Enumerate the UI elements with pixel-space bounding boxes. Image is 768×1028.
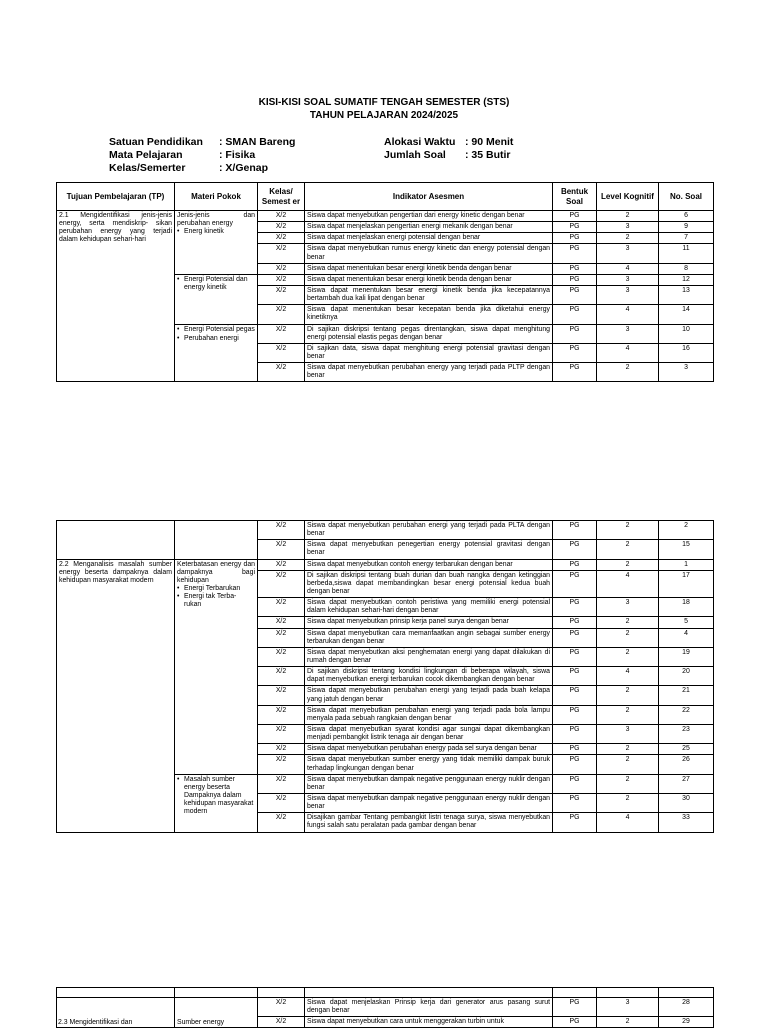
materi-item: • Perubahan energi <box>177 335 255 343</box>
tp-cell: 2.2 Menganalisis masalah sumber energy beserta dampaknya dalam kehidupan masyarakat modern <box>57 559 175 832</box>
level-cell: 2 <box>597 363 659 382</box>
satuan-value: : SMAN Bareng <box>219 136 296 148</box>
level-cell: 3 <box>597 724 659 743</box>
bentuk-cell: PG <box>553 222 597 233</box>
level-cell: 2 <box>597 744 659 755</box>
indikator-cell: Siswa dapat menentukan besar kecepatan benda jika diketahui energy kinetiknya <box>305 305 553 324</box>
level-cell: 3 <box>597 285 659 304</box>
bentuk-cell: PG <box>553 998 597 1017</box>
indikator-cell: Siswa dapat menyebutkan penegertian energy potensial gravitasi dengan benar <box>305 540 553 559</box>
kelas-cell: X/2 <box>258 285 305 304</box>
bentuk-cell: PG <box>553 793 597 812</box>
bentuk-cell: PG <box>553 285 597 304</box>
nomor-cell: 4 <box>659 628 714 647</box>
kisi-table-page-1 <box>56 182 714 382</box>
indikator-cell: Siswa dapat menyebutkan contoh peristiwa yang memiliki energi potensial dalam kehidupan sehari-hari dengan benar <box>305 598 553 617</box>
kelas-cell: X/2 <box>258 774 305 793</box>
nomor-cell: 26 <box>659 755 714 774</box>
indikator-cell: Siswa dapat menyebutkan rumus energy kinetic dan energy potensial dengan benar <box>305 244 553 263</box>
table-row <box>57 211 714 222</box>
nomor-cell: 11 <box>659 244 714 263</box>
level-cell: 3 <box>597 222 659 233</box>
level-cell: 2 <box>597 793 659 812</box>
level-cell: 3 <box>597 324 659 343</box>
nomor-cell: 21 <box>659 686 714 705</box>
kelas-cell: X/2 <box>258 521 305 540</box>
satuan-label: Satuan Pendidikan <box>109 136 203 148</box>
level-cell: 2 <box>597 617 659 628</box>
kelas-cell: X/2 <box>258 793 305 812</box>
bentuk-cell: PG <box>553 617 597 628</box>
level-cell: 4 <box>597 813 659 832</box>
indikator-cell: Di sajikan diskripsi tentang kondisi lingkungan di beberapa wilayah, siswa dapat menyebutkan energi terbarukan cocok dikembangkan dengan benar <box>305 667 553 686</box>
nomor-cell: 14 <box>659 305 714 324</box>
table-row <box>57 988 714 998</box>
kelas-cell: X/2 <box>258 755 305 774</box>
mapel-label: Mata Pelajaran <box>109 149 183 161</box>
kelas-cell: X/2 <box>258 324 305 343</box>
header-materi: Materi Pokok <box>175 183 258 211</box>
indikator-cell: Siswa dapat menyebutkan syarat kondisi agar sungai dapat dikembangkan menjadi pembangkit listrik tenaga air dengan benar <box>305 724 553 743</box>
level-cell: 2 <box>597 233 659 244</box>
bentuk-cell: PG <box>553 244 597 263</box>
bentuk-cell: PG <box>553 724 597 743</box>
indikator-cell: Siswa dapat menyebutkan prinsip kerja panel surya dengan benar <box>305 617 553 628</box>
level-cell: 2 <box>597 686 659 705</box>
bentuk-cell: PG <box>553 274 597 285</box>
nomor-cell: 1 <box>659 559 714 570</box>
level-cell: 3 <box>597 274 659 285</box>
table-row <box>57 998 714 1017</box>
bentuk-cell: PG <box>553 628 597 647</box>
indikator-cell: Siswa dapat menyebutkan perubahan energy yang terjadi pada PLTP dengan benar <box>305 363 553 382</box>
nomor-cell: 16 <box>659 343 714 362</box>
kelas-cell: X/2 <box>258 570 305 597</box>
bentuk-cell: PG <box>553 705 597 724</box>
kelas-cell: X/2 <box>258 211 305 222</box>
nomor-cell: 2 <box>659 521 714 540</box>
nomor-cell: 6 <box>659 211 714 222</box>
jumlah-value: : 35 Butir <box>465 149 511 161</box>
materi-cell-empty <box>175 521 258 560</box>
level-cell: 3 <box>597 244 659 263</box>
level-cell: 2 <box>597 1017 659 1028</box>
indikator-cell: Siswa dapat menjelaskan energi potensial dengan benar <box>305 233 553 244</box>
level-cell: 4 <box>597 667 659 686</box>
header-no: No. Soal <box>659 183 714 211</box>
kelas-cell: X/2 <box>258 244 305 263</box>
nomor-cell: 29 <box>659 1017 714 1028</box>
bentuk-cell: PG <box>553 233 597 244</box>
materi-lead: Jenis-jenis dan perubahan energy <box>177 212 255 228</box>
level-cell: 4 <box>597 343 659 362</box>
bentuk-cell: PG <box>553 324 597 343</box>
bentuk-cell: PG <box>553 363 597 382</box>
kelas-cell: X/2 <box>258 598 305 617</box>
indikator-cell: Di sajikan data, siswa dapat menghitung energi potensial gravitasi dengan benar <box>305 343 553 362</box>
kelas-cell: X/2 <box>258 705 305 724</box>
materi-cell-3: Sumber energy <box>177 1019 225 1026</box>
jumlah-label: Jumlah Soal <box>384 149 446 161</box>
kelas-cell: X/2 <box>258 813 305 832</box>
indikator-cell: Siswa dapat menyebutkan perubahan energy pada sel surya dengan benar <box>305 744 553 755</box>
level-cell: 2 <box>597 774 659 793</box>
indikator-cell: Siswa dapat menentukan besar energi kinetik benda jika kecepatannya bertambah dua kali lipat dengan benar <box>305 285 553 304</box>
bentuk-cell: PG <box>553 559 597 570</box>
alokasi-value: : 90 Menit <box>465 136 514 148</box>
bentuk-cell: PG <box>553 686 597 705</box>
indikator-cell: Siswa dapat menjelaskan pengertian energi mekanik dengan benar <box>305 222 553 233</box>
level-cell: 4 <box>597 263 659 274</box>
nomor-cell: 33 <box>659 813 714 832</box>
bentuk-cell: PG <box>553 305 597 324</box>
bentuk-cell: PG <box>553 667 597 686</box>
nomor-cell: 22 <box>659 705 714 724</box>
indikator-cell: Siswa dapat menyebutkan cara memanfaatkan angin sebagai sumber energy terbarukan dengan benar <box>305 628 553 647</box>
indikator-cell: Siswa dapat menyebutkan aksi penghematan energi yang dapat dilakukan di rumah dengan benar <box>305 647 553 666</box>
nomor-cell: 17 <box>659 570 714 597</box>
nomor-cell: 13 <box>659 285 714 304</box>
indikator-cell: Siswa dapat menyebutkan perubahan energi yang terjadi pada PLTA dengan benar <box>305 521 553 540</box>
header-bentuk: Bentuk Soal <box>553 183 597 211</box>
nomor-cell: 23 <box>659 724 714 743</box>
kelas-cell: X/2 <box>258 667 305 686</box>
materi-item: • Masalah sumber energy beserta Dampaknya dalam kehidupan masyarakat modern <box>177 776 255 817</box>
level-cell: 4 <box>597 305 659 324</box>
header-level: Level Kognitif <box>597 183 659 211</box>
bentuk-cell: PG <box>553 744 597 755</box>
mapel-value: : Fisika <box>219 149 256 161</box>
bentuk-cell: PG <box>553 540 597 559</box>
kelas-cell: X/2 <box>258 617 305 628</box>
nomor-cell: 27 <box>659 774 714 793</box>
indikator-cell: Siswa dapat menyebutkan cara untuk menggerakan turbin untuk <box>305 1017 553 1028</box>
bentuk-cell: PG <box>553 755 597 774</box>
kelas-cell: X/2 <box>258 540 305 559</box>
alokasi-label: Alokasi Waktu <box>384 136 456 148</box>
indikator-cell: Siswa dapat menyebutkan contoh energy terbarukan dengan benar <box>305 559 553 570</box>
bentuk-cell: PG <box>553 263 597 274</box>
nomor-cell: 28 <box>659 998 714 1017</box>
kelas-cell: X/2 <box>258 647 305 666</box>
kisi-table-page-2 <box>56 520 714 833</box>
nomor-cell: 10 <box>659 324 714 343</box>
bentuk-cell: PG <box>553 647 597 666</box>
bentuk-cell: PG <box>553 813 597 832</box>
indikator-cell: Siswa dapat menyebutkan perubahan energi yang terjadi pada buah kelapa yang jatuh dengan benar <box>305 686 553 705</box>
materi-lead: Keterbatasan energy dan dampaknya bagi kehidupan <box>177 560 255 584</box>
table-row <box>57 559 714 570</box>
materi-cell <box>175 274 258 324</box>
header-tp: Tujuan Pembelajaran (TP) <box>57 183 175 211</box>
header-indikator: Indikator Asesmen <box>305 183 553 211</box>
materi-item: • Energi tak Terba- rukan <box>177 593 255 609</box>
kelas-cell: X/2 <box>258 686 305 705</box>
materi-cell <box>175 559 258 774</box>
indikator-cell: Disajikan gambar Tentang pembangkit listri tenaga surya, siswa menyebutkan fungsi salah satu peralatan pada gambar dengan benar <box>305 813 553 832</box>
indikator-cell: Siswa dapat menyebutkan sumber energy yang tidak memiliki dampak buruk terhadap lingkungan dengan benar <box>305 755 553 774</box>
materi-item: • Energi Potensial dan energy kinetik <box>177 276 255 292</box>
level-cell: 3 <box>597 598 659 617</box>
kelas-cell: X/2 <box>258 998 305 1017</box>
level-cell: 2 <box>597 540 659 559</box>
level-cell: 4 <box>597 570 659 597</box>
bentuk-cell: PG <box>553 774 597 793</box>
indikator-cell: Di sajikan diskripsi tentang pegas direntangkan, siswa dapat menghitung energi potensial elastis pegas dengan benar <box>305 324 553 343</box>
kelas-cell: X/2 <box>258 363 305 382</box>
level-cell: 2 <box>597 755 659 774</box>
kelas-cell: X/2 <box>258 628 305 647</box>
kelas-cell: X/2 <box>258 233 305 244</box>
kelas-cell: X/2 <box>258 744 305 755</box>
kelas-cell: X/2 <box>258 1017 305 1028</box>
kelas-cell: X/2 <box>258 274 305 285</box>
materi-cell <box>175 324 258 382</box>
tp-cell-3: 2.3 Mengidentifikasi dan <box>58 1019 133 1026</box>
nomor-cell: 15 <box>659 540 714 559</box>
nomor-cell: 19 <box>659 647 714 666</box>
level-cell: 2 <box>597 211 659 222</box>
level-cell: 2 <box>597 705 659 724</box>
indikator-cell: Siswa dapat menyebutkan dampak negative penggunaan energy nuklir dengan benar <box>305 793 553 812</box>
bentuk-cell: PG <box>553 211 597 222</box>
nomor-cell: 20 <box>659 667 714 686</box>
nomor-cell: 18 <box>659 598 714 617</box>
indikator-cell: Siswa dapat menyebutkan perubahan energi yang terjadi pada bola lampu menyala pada sebuah rangkaian dengan benar <box>305 705 553 724</box>
nomor-cell: 12 <box>659 274 714 285</box>
nomor-cell: 30 <box>659 793 714 812</box>
nomor-cell: 8 <box>659 263 714 274</box>
header-kelas: Kelas/ Semest er <box>258 183 305 211</box>
indikator-cell: Siswa dapat menentukan besar energi kinetik benda dengan benar <box>305 274 553 285</box>
materi-cell <box>175 774 258 832</box>
kelas-cell: X/2 <box>258 222 305 233</box>
nomor-cell: 9 <box>659 222 714 233</box>
table-row <box>57 521 714 540</box>
kelas-cell: X/2 <box>258 724 305 743</box>
indikator-cell: Siswa dapat menjelaskan Prinsip kerja dari generator arus pasang surut dengan benar <box>305 998 553 1017</box>
tp-cell-empty <box>57 521 175 560</box>
materi-cell <box>175 211 258 275</box>
kelas-value: : X/Genap <box>219 162 269 174</box>
kelas-label: Kelas/Semerter <box>109 162 186 174</box>
indikator-cell: Di sajikan diskripsi tentang buah durian dan buah nangka dengan ketinggian berbeda,siswa dapat membandingkan besar energi potensial kedua buah dengan benar <box>305 570 553 597</box>
document-title-2: TAHUN PELAJARAN 2024/2025 <box>309 110 459 121</box>
kelas-cell: X/2 <box>258 559 305 570</box>
bentuk-cell: PG <box>553 521 597 540</box>
bentuk-cell: PG <box>553 1017 597 1028</box>
kelas-cell: X/2 <box>258 343 305 362</box>
indikator-cell: Siswa dapat menyebutkan pengertian dari energy kinetic dengan benar <box>305 211 553 222</box>
level-cell: 3 <box>597 998 659 1017</box>
tp-cell: 2.1 Mengidentifikasi jenis-jenis energy, serta mendiskrip- sikan perubahan energy yang terjadi dalam kehidupan sehari-hari <box>57 211 175 382</box>
materi-item: • Energi Potensial pegas <box>177 326 255 334</box>
level-cell: 2 <box>597 559 659 570</box>
indikator-cell: Siswa dapat menyebutkan dampak negative penggunaan energy nuklir dengan benar <box>305 774 553 793</box>
nomor-cell: 5 <box>659 617 714 628</box>
kelas-cell: X/2 <box>258 263 305 274</box>
kelas-cell: X/2 <box>258 305 305 324</box>
document-title-1: KISI-KISI SOAL SUMATIF TENGAH SEMESTER (STS) <box>258 97 510 108</box>
bentuk-cell: PG <box>553 570 597 597</box>
level-cell: 2 <box>597 628 659 647</box>
materi-item: • Energ kinetik <box>177 228 255 236</box>
level-cell: 2 <box>597 521 659 540</box>
materi-item: • Energi Terbarukan <box>177 585 255 593</box>
level-cell: 2 <box>597 647 659 666</box>
nomor-cell: 25 <box>659 744 714 755</box>
bentuk-cell: PG <box>553 598 597 617</box>
nomor-cell: 7 <box>659 233 714 244</box>
table-header-row <box>57 183 714 211</box>
bentuk-cell: PG <box>553 343 597 362</box>
indikator-cell: Siswa dapat menentukan besar energi kinetik benda dengan benar <box>305 263 553 274</box>
nomor-cell: 3 <box>659 363 714 382</box>
